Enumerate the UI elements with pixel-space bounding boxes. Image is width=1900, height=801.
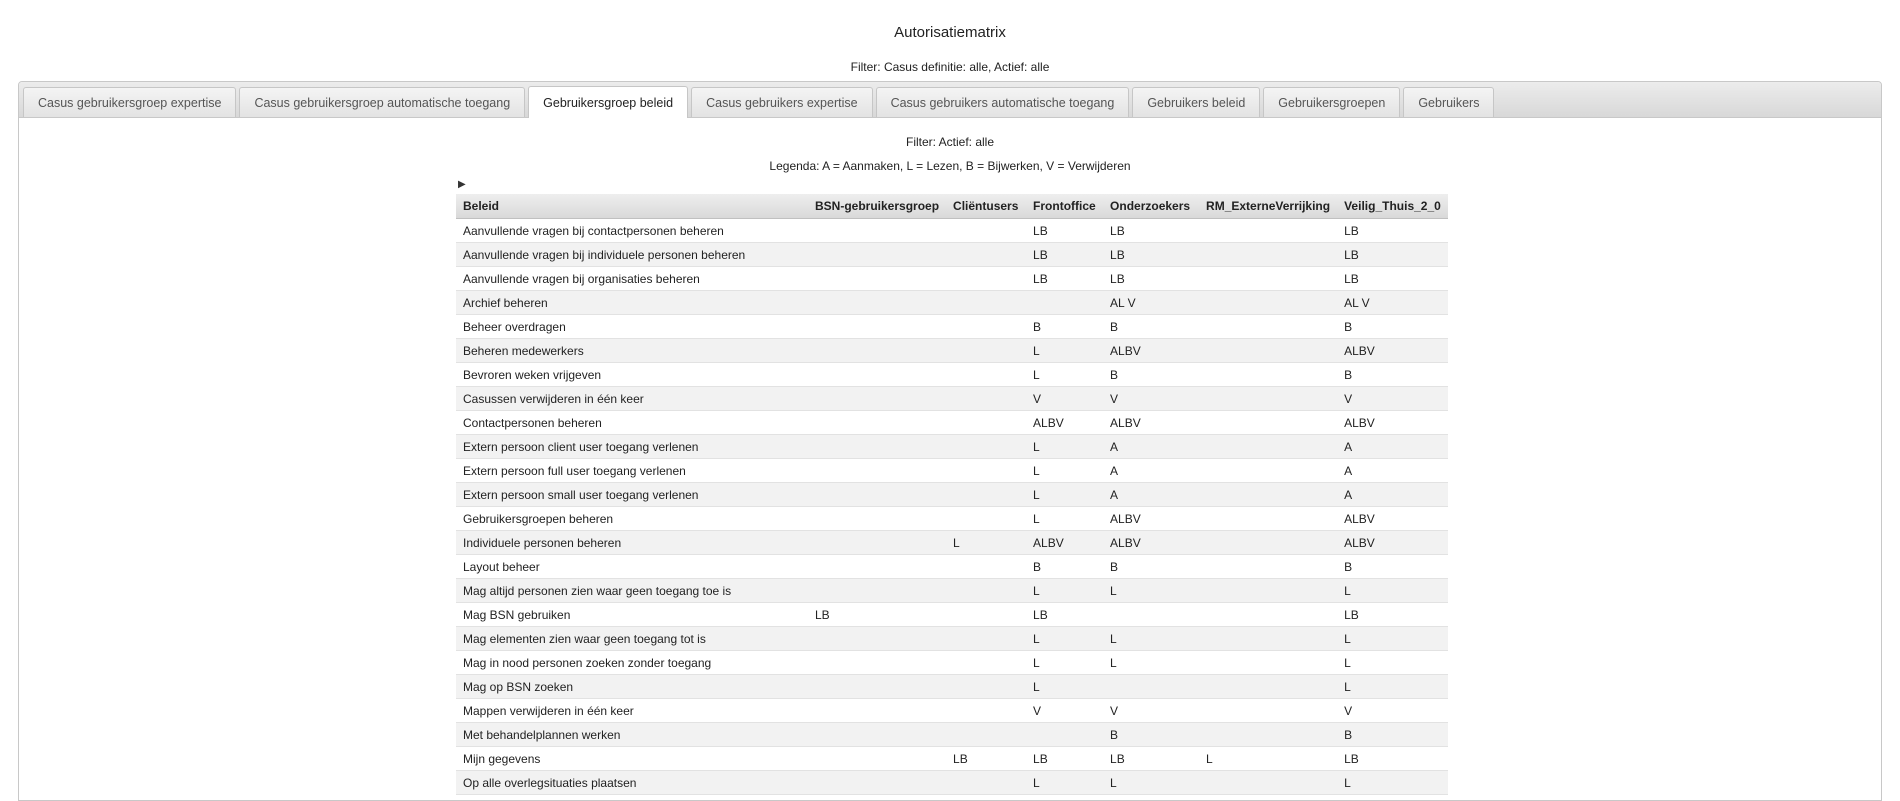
- cell-beleid: Extern persoon small user toegang verlenen: [456, 483, 808, 507]
- cell-clientusers: [946, 267, 1026, 291]
- table-row: [456, 339, 1448, 363]
- cell-veilig-thuis-2-0: B: [1337, 363, 1448, 387]
- table-row: [456, 387, 1448, 411]
- cell-rm-externeverrijking: [1199, 723, 1337, 747]
- table-row: [456, 411, 1448, 435]
- cell-rm-externeverrijking: [1199, 699, 1337, 723]
- cell-frontoffice: L: [1026, 339, 1103, 363]
- cell-clientusers: [946, 243, 1026, 267]
- table-row: [456, 651, 1448, 675]
- tab-casus-gebruikersgroep-expertise[interactable]: Casus gebruikersgroep expertise: [23, 87, 236, 117]
- cell-clientusers: [946, 483, 1026, 507]
- cell-bsn-gebruikersgroep: [808, 363, 946, 387]
- cell-clientusers: L: [946, 531, 1026, 555]
- cell-rm-externeverrijking: [1199, 507, 1337, 531]
- tab-casus-gebruikers-expertise[interactable]: Casus gebruikers expertise: [691, 87, 872, 117]
- cell-bsn-gebruikersgroep: [808, 243, 946, 267]
- tab-gebruikersgroep-beleid[interactable]: Gebruikersgroep beleid: [528, 86, 688, 118]
- table-row: [456, 555, 1448, 579]
- cell-beleid: Mag op BSN zoeken: [456, 675, 808, 699]
- cell-clientusers: [946, 603, 1026, 627]
- cell-clientusers: [946, 291, 1026, 315]
- cell-rm-externeverrijking: [1199, 267, 1337, 291]
- panel-filter-text: Filter: Actief: alle: [905, 135, 995, 149]
- cell-veilig-thuis-2-0: A: [1337, 435, 1448, 459]
- cell-bsn-gebruikersgroep: [808, 771, 946, 795]
- cell-veilig-thuis-2-0: AL V: [1337, 291, 1448, 315]
- column-header-bsn-gebruikersgroep[interactable]: BSN-gebruikersgroep: [808, 194, 946, 219]
- legend-text: Legenda: A = Aanmaken, L = Lezen, B = Bijwerken, V = Verwijderen: [769, 159, 1131, 173]
- cell-rm-externeverrijking: [1199, 411, 1337, 435]
- cell-frontoffice: L: [1026, 579, 1103, 603]
- cell-clientusers: [946, 435, 1026, 459]
- cell-veilig-thuis-2-0: LB: [1337, 603, 1448, 627]
- cell-bsn-gebruikersgroep: [808, 219, 946, 243]
- cell-onderzoekers: LB: [1103, 747, 1199, 771]
- table-row: [456, 603, 1448, 627]
- cell-veilig-thuis-2-0: L: [1337, 627, 1448, 651]
- cell-frontoffice: L: [1026, 459, 1103, 483]
- cell-veilig-thuis-2-0: B: [1337, 723, 1448, 747]
- cell-onderzoekers: V: [1103, 387, 1199, 411]
- cell-onderzoekers: B: [1103, 555, 1199, 579]
- table-row: [456, 723, 1448, 747]
- cell-veilig-thuis-2-0: LB: [1337, 243, 1448, 267]
- page-filter-text: Filter: Casus definitie: alle, Actief: alle: [850, 60, 1050, 74]
- table-row: [456, 219, 1448, 243]
- column-header-clientusers[interactable]: Cliëntusers: [946, 194, 1026, 219]
- table-header-row: [456, 194, 1448, 219]
- cell-clientusers: [946, 771, 1026, 795]
- cell-beleid: Mag altijd personen zien waar geen toegang toe is: [456, 579, 808, 603]
- cell-beleid: Aanvullende vragen bij individuele personen beheren: [456, 243, 808, 267]
- cell-bsn-gebruikersgroep: [808, 339, 946, 363]
- cell-clientusers: [946, 555, 1026, 579]
- cell-clientusers: [946, 363, 1026, 387]
- cell-onderzoekers: L: [1103, 651, 1199, 675]
- cell-veilig-thuis-2-0: ALBV: [1337, 531, 1448, 555]
- cell-onderzoekers: L: [1103, 579, 1199, 603]
- cell-beleid: Layout beheer: [456, 555, 808, 579]
- tab-gebruikers-beleid[interactable]: Gebruikers beleid: [1132, 87, 1260, 117]
- cell-frontoffice: L: [1026, 435, 1103, 459]
- cell-beleid: Bevroren weken vrijgeven: [456, 363, 808, 387]
- cell-frontoffice: L: [1026, 675, 1103, 699]
- cell-rm-externeverrijking: [1199, 459, 1337, 483]
- cell-clientusers: [946, 507, 1026, 531]
- cell-beleid: Mag in nood personen zoeken zonder toegang: [456, 651, 808, 675]
- table-row: [456, 459, 1448, 483]
- tab-casus-gebruikers-automatische-toegang[interactable]: Casus gebruikers automatische toegang: [876, 87, 1130, 117]
- cell-bsn-gebruikersgroep: [808, 291, 946, 315]
- cell-veilig-thuis-2-0: A: [1337, 459, 1448, 483]
- cell-clientusers: [946, 459, 1026, 483]
- cell-veilig-thuis-2-0: L: [1337, 771, 1448, 795]
- table-row: [456, 435, 1448, 459]
- table-row: [456, 771, 1448, 795]
- cell-veilig-thuis-2-0: B: [1337, 555, 1448, 579]
- cell-bsn-gebruikersgroep: [808, 315, 946, 339]
- cell-frontoffice: V: [1026, 387, 1103, 411]
- cell-rm-externeverrijking: [1199, 387, 1337, 411]
- cell-veilig-thuis-2-0: V: [1337, 387, 1448, 411]
- table-row: [456, 243, 1448, 267]
- page-title: Autorisatiematrix: [894, 24, 1006, 41]
- cell-onderzoekers: B: [1103, 363, 1199, 387]
- cell-beleid: Aanvullende vragen bij organisaties beheren: [456, 267, 808, 291]
- cell-onderzoekers: ALBV: [1103, 411, 1199, 435]
- cell-clientusers: [946, 723, 1026, 747]
- cell-bsn-gebruikersgroep: [808, 723, 946, 747]
- column-header-beleid[interactable]: Beleid: [456, 194, 808, 219]
- cell-frontoffice: L: [1026, 483, 1103, 507]
- cell-veilig-thuis-2-0: LB: [1337, 219, 1448, 243]
- cell-onderzoekers: [1103, 675, 1199, 699]
- cell-beleid: Casussen verwijderen in één keer: [456, 387, 808, 411]
- cell-beleid: Mijn gegevens: [456, 747, 808, 771]
- cell-onderzoekers: A: [1103, 459, 1199, 483]
- cell-rm-externeverrijking: [1199, 435, 1337, 459]
- cell-bsn-gebruikersgroep: [808, 747, 946, 771]
- cell-veilig-thuis-2-0: LB: [1337, 747, 1448, 771]
- cell-rm-externeverrijking: [1199, 483, 1337, 507]
- tab-casus-gebruikersgroep-automatische-toegang[interactable]: Casus gebruikersgroep automatische toegang: [239, 87, 525, 117]
- tab-gebruikers[interactable]: Gebruikers: [1403, 87, 1494, 117]
- column-header-veilig-thuis-2-0[interactable]: Veilig_Thuis_2_0: [1337, 194, 1448, 219]
- cell-bsn-gebruikersgroep: [808, 651, 946, 675]
- cell-onderzoekers: [1103, 603, 1199, 627]
- cell-onderzoekers: L: [1103, 627, 1199, 651]
- cell-beleid: Individuele personen beheren: [456, 531, 808, 555]
- cell-rm-externeverrijking: [1199, 219, 1337, 243]
- table-row: [456, 627, 1448, 651]
- cell-beleid: Aanvullende vragen bij contactpersonen beheren: [456, 219, 808, 243]
- cell-frontoffice: B: [1026, 315, 1103, 339]
- cell-bsn-gebruikersgroep: [808, 627, 946, 651]
- cell-bsn-gebruikersgroep: [808, 579, 946, 603]
- column-header-onderzoekers[interactable]: Onderzoekers: [1103, 194, 1199, 219]
- cell-beleid: Met behandelplannen werken: [456, 723, 808, 747]
- cell-frontoffice: ALBV: [1026, 411, 1103, 435]
- cell-beleid: Archief beheren: [456, 291, 808, 315]
- cell-bsn-gebruikersgroep: [808, 483, 946, 507]
- cell-clientusers: [946, 675, 1026, 699]
- cell-bsn-gebruikersgroep: [808, 387, 946, 411]
- table-row: [456, 579, 1448, 603]
- cell-bsn-gebruikersgroep: [808, 459, 946, 483]
- table-row: [456, 483, 1448, 507]
- cell-rm-externeverrijking: [1199, 675, 1337, 699]
- cell-beleid: Beheer overdragen: [456, 315, 808, 339]
- cell-rm-externeverrijking: [1199, 315, 1337, 339]
- cell-bsn-gebruikersgroep: [808, 675, 946, 699]
- cell-veilig-thuis-2-0: B: [1337, 315, 1448, 339]
- cell-frontoffice: L: [1026, 771, 1103, 795]
- table-row: [456, 363, 1448, 387]
- cell-rm-externeverrijking: [1199, 555, 1337, 579]
- cell-clientusers: [946, 699, 1026, 723]
- cell-onderzoekers: LB: [1103, 219, 1199, 243]
- cell-veilig-thuis-2-0: L: [1337, 651, 1448, 675]
- column-header-rm-externeverrijking[interactable]: RM_ExterneVerrijking: [1199, 194, 1337, 219]
- cell-bsn-gebruikersgroep: [808, 699, 946, 723]
- cell-onderzoekers: ALBV: [1103, 339, 1199, 363]
- table-row: [456, 531, 1448, 555]
- cell-onderzoekers: A: [1103, 435, 1199, 459]
- cell-clientusers: [946, 315, 1026, 339]
- cell-beleid: Contactpersonen beheren: [456, 411, 808, 435]
- cell-clientusers: [946, 339, 1026, 363]
- authorization-matrix-table: [456, 194, 1448, 795]
- cell-veilig-thuis-2-0: ALBV: [1337, 507, 1448, 531]
- cell-frontoffice: LB: [1026, 219, 1103, 243]
- cell-beleid: Mappen verwijderen in één keer: [456, 699, 808, 723]
- cell-frontoffice: ALBV: [1026, 531, 1103, 555]
- cell-frontoffice: LB: [1026, 747, 1103, 771]
- cell-clientusers: LB: [946, 747, 1026, 771]
- cell-veilig-thuis-2-0: V: [1337, 699, 1448, 723]
- cell-beleid: Op alle overlegsituaties plaatsen: [456, 771, 808, 795]
- table-row: [456, 291, 1448, 315]
- cell-clientusers: [946, 219, 1026, 243]
- cell-bsn-gebruikersgroep: LB: [808, 603, 946, 627]
- cell-veilig-thuis-2-0: A: [1337, 483, 1448, 507]
- cell-veilig-thuis-2-0: ALBV: [1337, 411, 1448, 435]
- cell-onderzoekers: V: [1103, 699, 1199, 723]
- cell-rm-externeverrijking: [1199, 603, 1337, 627]
- cell-bsn-gebruikersgroep: [808, 267, 946, 291]
- table-row: [456, 675, 1448, 699]
- cell-rm-externeverrijking: [1199, 579, 1337, 603]
- cell-beleid: Extern persoon full user toegang verlenen: [456, 459, 808, 483]
- cell-rm-externeverrijking: [1199, 771, 1337, 795]
- cell-veilig-thuis-2-0: L: [1337, 675, 1448, 699]
- cell-onderzoekers: L: [1103, 771, 1199, 795]
- tab-bar: [19, 82, 1881, 118]
- cell-onderzoekers: B: [1103, 315, 1199, 339]
- cell-clientusers: [946, 411, 1026, 435]
- cell-frontoffice: LB: [1026, 267, 1103, 291]
- cell-bsn-gebruikersgroep: [808, 507, 946, 531]
- cell-clientusers: [946, 651, 1026, 675]
- cell-rm-externeverrijking: [1199, 363, 1337, 387]
- table-row: [456, 699, 1448, 723]
- cell-rm-externeverrijking: L: [1199, 747, 1337, 771]
- cell-beleid: Extern persoon client user toegang verlenen: [456, 435, 808, 459]
- table-row: [456, 315, 1448, 339]
- cell-onderzoekers: ALBV: [1103, 507, 1199, 531]
- cell-frontoffice: B: [1026, 555, 1103, 579]
- cell-rm-externeverrijking: [1199, 651, 1337, 675]
- cell-beleid: Beheren medewerkers: [456, 339, 808, 363]
- cell-onderzoekers: ALBV: [1103, 531, 1199, 555]
- cell-frontoffice: L: [1026, 507, 1103, 531]
- column-header-frontoffice[interactable]: Frontoffice: [1026, 194, 1103, 219]
- cell-beleid: Mag BSN gebruiken: [456, 603, 808, 627]
- cell-frontoffice: L: [1026, 651, 1103, 675]
- cell-bsn-gebruikersgroep: [808, 411, 946, 435]
- cell-frontoffice: [1026, 723, 1103, 747]
- cell-frontoffice: LB: [1026, 603, 1103, 627]
- table-row: [456, 267, 1448, 291]
- table-body: [456, 219, 1448, 795]
- cell-frontoffice: [1026, 291, 1103, 315]
- table-row: [456, 747, 1448, 771]
- cell-bsn-gebruikersgroep: [808, 435, 946, 459]
- cell-onderzoekers: B: [1103, 723, 1199, 747]
- cell-onderzoekers: AL V: [1103, 291, 1199, 315]
- cell-rm-externeverrijking: [1199, 627, 1337, 651]
- tabs-panel: [18, 81, 1882, 801]
- cell-onderzoekers: LB: [1103, 243, 1199, 267]
- cell-onderzoekers: LB: [1103, 267, 1199, 291]
- cell-veilig-thuis-2-0: L: [1337, 579, 1448, 603]
- cell-rm-externeverrijking: [1199, 531, 1337, 555]
- cell-frontoffice: V: [1026, 699, 1103, 723]
- cell-rm-externeverrijking: [1199, 243, 1337, 267]
- cell-onderzoekers: A: [1103, 483, 1199, 507]
- cell-veilig-thuis-2-0: ALBV: [1337, 339, 1448, 363]
- cell-bsn-gebruikersgroep: [808, 555, 946, 579]
- cell-veilig-thuis-2-0: LB: [1337, 267, 1448, 291]
- cell-frontoffice: L: [1026, 363, 1103, 387]
- tab-gebruikersgroepen[interactable]: Gebruikersgroepen: [1263, 87, 1400, 117]
- cell-beleid: Mag elementen zien waar geen toegang tot is: [456, 627, 808, 651]
- cell-frontoffice: LB: [1026, 243, 1103, 267]
- cell-bsn-gebruikersgroep: [808, 531, 946, 555]
- cell-clientusers: [946, 387, 1026, 411]
- cell-frontoffice: L: [1026, 627, 1103, 651]
- cell-clientusers: [946, 579, 1026, 603]
- cell-beleid: Gebruikersgroepen beheren: [456, 507, 808, 531]
- table-row: [456, 507, 1448, 531]
- cell-clientusers: [946, 627, 1026, 651]
- cell-rm-externeverrijking: [1199, 291, 1337, 315]
- cell-rm-externeverrijking: [1199, 339, 1337, 363]
- expand-triangle-icon[interactable]: ▶: [458, 179, 466, 190]
